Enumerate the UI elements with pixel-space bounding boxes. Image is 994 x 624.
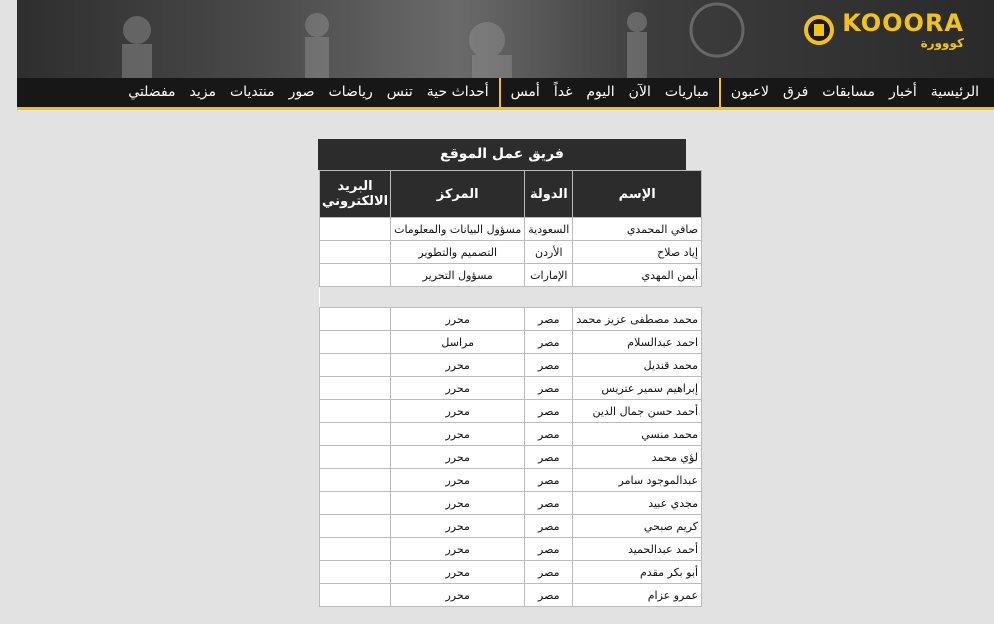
cell-name: صافي المحمدي: [573, 218, 702, 241]
nav-item[interactable]: فرق: [783, 84, 809, 100]
cell-email[interactable]: [320, 492, 391, 515]
cell-country: مصر: [525, 354, 573, 377]
cell-position: محرر: [391, 377, 525, 400]
cell-name: مجدي عبيد: [573, 492, 702, 515]
column-header-email: البريد الالكتروني: [320, 171, 391, 218]
column-header-name: الإسم: [573, 171, 702, 218]
nav-item[interactable]: مسابقات: [822, 84, 875, 100]
cell-name: محمد قنديل: [573, 354, 702, 377]
table-row: [320, 423, 702, 446]
cell-name: إياد صلاح: [573, 241, 702, 264]
cell-email[interactable]: [320, 515, 391, 538]
cell-name: لؤي محمد: [573, 446, 702, 469]
table-row: [320, 264, 702, 287]
cell-position: محرر: [391, 538, 525, 561]
cell-position: محرر: [391, 469, 525, 492]
nav-item[interactable]: أمس: [510, 84, 540, 100]
table-row: [320, 218, 702, 241]
cell-country: مصر: [525, 492, 573, 515]
cell-country: مصر: [525, 423, 573, 446]
team-section: [318, 139, 699, 607]
cell-position: محرر: [391, 492, 525, 515]
cell-position: محرر: [391, 400, 525, 423]
cell-position: مراسل: [391, 331, 525, 354]
table-row: [320, 308, 702, 331]
nav-item[interactable]: رياضات: [328, 84, 373, 100]
cell-position: مسؤول التحرير: [391, 264, 525, 287]
nav-item[interactable]: أخبار: [888, 84, 917, 100]
cell-name: احمد عبدالسلام: [573, 331, 702, 354]
nav-item[interactable]: الآن: [628, 84, 651, 100]
table-row: [320, 469, 702, 492]
nav-item[interactable]: مفضلتي: [128, 84, 176, 100]
cell-email[interactable]: [320, 400, 391, 423]
cell-position: محرر: [391, 308, 525, 331]
nav-item[interactable]: لاعبون: [730, 84, 769, 100]
table-spacer: [320, 287, 702, 308]
table-row: [320, 241, 702, 264]
cell-country: مصر: [525, 446, 573, 469]
cell-email[interactable]: [320, 218, 391, 241]
table-row: [320, 515, 702, 538]
logo-text-ar: كووورة: [920, 36, 964, 50]
cell-email[interactable]: [320, 354, 391, 377]
cell-country: مصر: [525, 400, 573, 423]
kooora-logo[interactable]: [804, 10, 964, 50]
nav-item[interactable]: مزيد: [189, 84, 216, 100]
cell-position: محرر: [391, 515, 525, 538]
table-row: [320, 538, 702, 561]
cell-email[interactable]: [320, 264, 391, 287]
cell-name: أبو بكر مقدم: [573, 561, 702, 584]
cell-country: مصر: [525, 515, 573, 538]
cell-email[interactable]: [320, 241, 391, 264]
table-row: [320, 354, 702, 377]
table-row: [320, 492, 702, 515]
cell-country: مصر: [525, 331, 573, 354]
cell-country: مصر: [525, 308, 573, 331]
nav-item[interactable]: الرئيسية: [930, 84, 979, 100]
table-row: [320, 400, 702, 423]
nav-separator: [719, 78, 721, 107]
cell-position: محرر: [391, 584, 525, 607]
cell-country: مصر: [525, 469, 573, 492]
cell-name: أحمد حسن جمال الدين: [573, 400, 702, 423]
cell-name: عبدالموجود سامر: [573, 469, 702, 492]
cell-position: محرر: [391, 354, 525, 377]
cell-email[interactable]: [320, 538, 391, 561]
nav-item[interactable]: تنس: [386, 84, 413, 100]
table-row: [320, 446, 702, 469]
cell-country: مصر: [525, 377, 573, 400]
team-title: فريق عمل الموقع: [318, 139, 686, 170]
table-row: [320, 584, 702, 607]
cell-position: محرر: [391, 561, 525, 584]
cell-country: السعودية: [525, 218, 573, 241]
team-table: [319, 170, 702, 607]
main-navigation: [17, 78, 994, 110]
column-header-position: المركز: [391, 171, 525, 218]
column-header-country: الدولة: [525, 171, 573, 218]
nav-item[interactable]: اليوم: [586, 84, 615, 100]
nav-item[interactable]: مباريات: [664, 84, 709, 100]
table-row: [320, 377, 702, 400]
nav-item[interactable]: غداً: [553, 84, 573, 100]
kooora-logo-icon: [804, 15, 834, 45]
cell-name: أحمد عبدالحميد: [573, 538, 702, 561]
site-header: [17, 0, 994, 78]
cell-country: الإمارات: [525, 264, 573, 287]
cell-email[interactable]: [320, 423, 391, 446]
cell-name: إبراهيم سمير عتريس: [573, 377, 702, 400]
cell-email[interactable]: [320, 561, 391, 584]
table-row: [320, 331, 702, 354]
table-row: [320, 561, 702, 584]
cell-position: مسؤول البيانات والمعلومات: [391, 218, 525, 241]
cell-name: عمرو عزام: [573, 584, 702, 607]
cell-position: التصميم والتطوير: [391, 241, 525, 264]
cell-email[interactable]: [320, 469, 391, 492]
cell-email[interactable]: [320, 584, 391, 607]
logo-text-en: KOOORA: [842, 9, 964, 37]
cell-country: مصر: [525, 584, 573, 607]
cell-email[interactable]: [320, 377, 391, 400]
cell-email[interactable]: [320, 446, 391, 469]
cell-name: كريم صبحي: [573, 515, 702, 538]
nav-separator: [499, 78, 501, 107]
cell-name: محمد منسي: [573, 423, 702, 446]
cell-email[interactable]: [320, 331, 391, 354]
cell-email[interactable]: [320, 308, 391, 331]
nav-item[interactable]: أحداث حية: [426, 84, 489, 100]
nav-item[interactable]: منتديات: [230, 84, 275, 100]
cell-position: محرر: [391, 446, 525, 469]
cell-name: أيمن المهدي: [573, 264, 702, 287]
cell-name: محمد مصطفى عزيز محمد: [573, 308, 702, 331]
cell-country: مصر: [525, 561, 573, 584]
cell-country: الأردن: [525, 241, 573, 264]
cell-country: مصر: [525, 538, 573, 561]
nav-item[interactable]: صور: [288, 84, 315, 100]
cell-position: محرر: [391, 423, 525, 446]
